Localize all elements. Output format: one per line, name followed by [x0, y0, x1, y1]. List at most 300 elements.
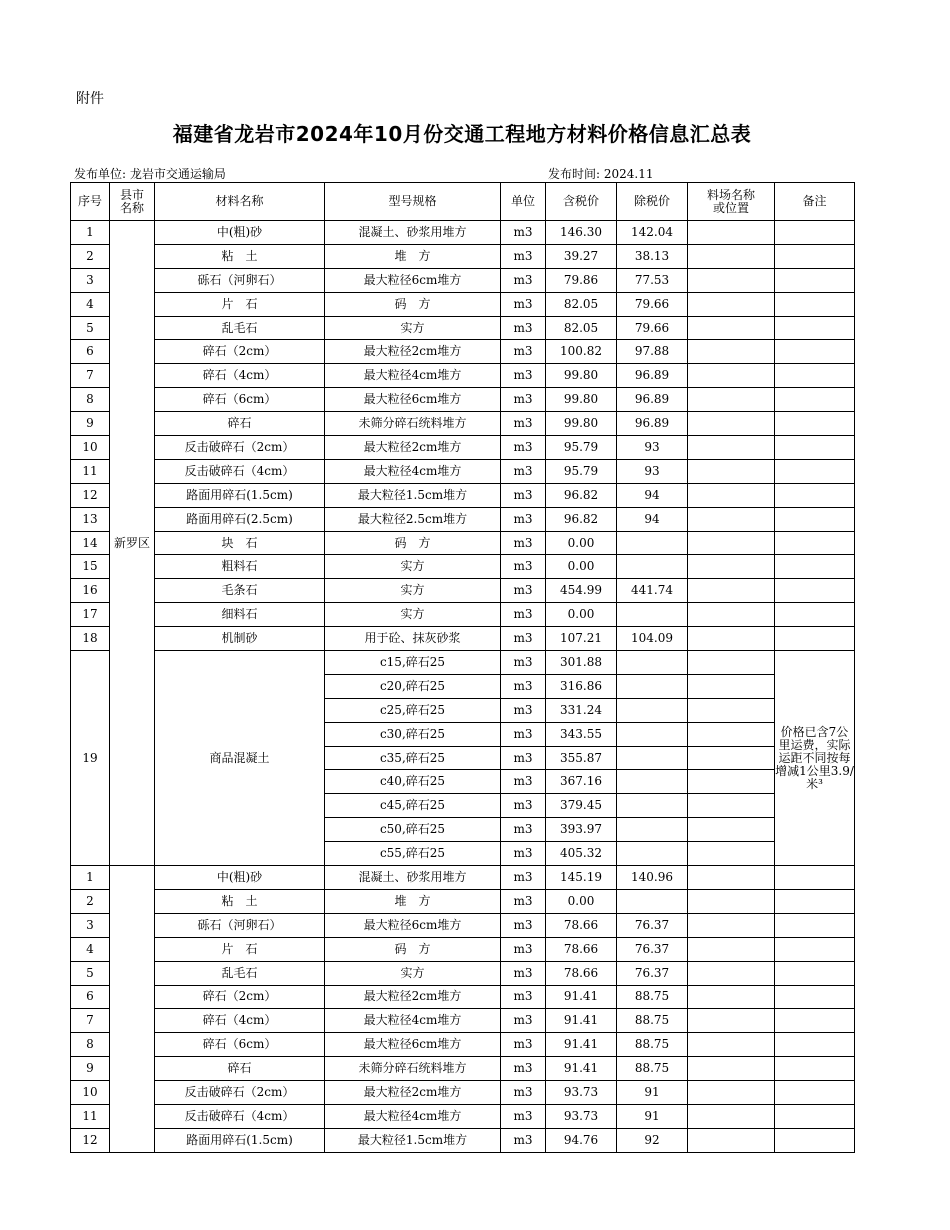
cell-spec: 最大粒径6cm堆方 [325, 1033, 501, 1057]
cell-spec: 最大粒径4cm堆方 [325, 1104, 501, 1128]
header-tax-inclusive: 含税价 [546, 183, 617, 221]
cell-unit: m3 [501, 866, 546, 890]
cell-tax-inclusive: 367.16 [546, 770, 617, 794]
cell-spec: 最大粒径1.5cm堆方 [325, 1128, 501, 1152]
cell-spec: c25,碎石25 [325, 698, 501, 722]
table-row [71, 961, 855, 985]
header-unit: 单位 [501, 183, 546, 221]
cell-location [688, 818, 775, 842]
table-row [71, 1104, 855, 1128]
cell-tax-inclusive: 78.66 [546, 913, 617, 937]
cell-location [688, 316, 775, 340]
cell-no: 11 [71, 459, 110, 483]
cell-tax-inclusive: 405.32 [546, 842, 617, 866]
cell-tax-exclusive: 97.88 [617, 340, 688, 364]
cell-note [775, 961, 855, 985]
cell-material-name: 中(粗)砂 [155, 221, 325, 245]
cell-tax-exclusive: 91 [617, 1081, 688, 1105]
table-row [71, 531, 855, 555]
cell-location [688, 913, 775, 937]
cell-material-name: 反击破碎石（2cm） [155, 436, 325, 460]
cell-material-name: 砾石（河卵石） [155, 268, 325, 292]
cell-spec: 最大粒径2cm堆方 [325, 340, 501, 364]
price-table [70, 182, 855, 1153]
cell-note [775, 913, 855, 937]
cell-tax-inclusive: 379.45 [546, 794, 617, 818]
cell-material-name: 反击破碎石（4cm） [155, 1104, 325, 1128]
header-location-text: 料场名称 或位置 [706, 187, 755, 215]
cell-tax-inclusive: 393.97 [546, 818, 617, 842]
cell-no: 9 [71, 412, 110, 436]
cell-note [775, 268, 855, 292]
cell-unit: m3 [501, 913, 546, 937]
cell-note [775, 221, 855, 245]
cell-spec: 未筛分碎石统料堆方 [325, 1057, 501, 1081]
table-row [71, 1057, 855, 1081]
cell-location [688, 985, 775, 1009]
cell-tax-inclusive: 454.99 [546, 579, 617, 603]
cell-location [688, 459, 775, 483]
cell-tax-inclusive: 99.80 [546, 412, 617, 436]
publisher-label: 发布单位: 龙岩市交通运输局 [74, 167, 226, 181]
cell-tax-exclusive: 88.75 [617, 1057, 688, 1081]
table-row [71, 292, 855, 316]
cell-note [775, 1104, 855, 1128]
cell-tax-exclusive: 76.37 [617, 937, 688, 961]
cell-unit: m3 [501, 436, 546, 460]
cell-spec: 混凝土、砂浆用堆方 [325, 221, 501, 245]
cell-location [688, 1033, 775, 1057]
cell-note [775, 1128, 855, 1152]
table-row [71, 889, 855, 913]
cell-material-name: 机制砂 [155, 627, 325, 651]
cell-unit: m3 [501, 1104, 546, 1128]
cell-tax-exclusive: 92 [617, 1128, 688, 1152]
cell-unit: m3 [501, 674, 546, 698]
cell-tax-exclusive: 441.74 [617, 579, 688, 603]
cell-location [688, 937, 775, 961]
cell-spec: 最大粒径2cm堆方 [325, 436, 501, 460]
cell-unit: m3 [501, 364, 546, 388]
cell-tax-inclusive: 91.41 [546, 1009, 617, 1033]
cell-location [688, 1057, 775, 1081]
cell-spec: 最大粒径2.5cm堆方 [325, 507, 501, 531]
table-row [71, 340, 855, 364]
cell-spec: c35,碎石25 [325, 746, 501, 770]
cell-material-name: 碎石 [155, 1057, 325, 1081]
cell-material-name: 中(粗)砂 [155, 866, 325, 890]
cell-location [688, 555, 775, 579]
cell-spec: 最大粒径4cm堆方 [325, 364, 501, 388]
cell-location [688, 507, 775, 531]
cell-unit: m3 [501, 698, 546, 722]
cell-location [688, 1081, 775, 1105]
table-row [71, 1128, 855, 1152]
cell-spec: c50,碎石25 [325, 818, 501, 842]
cell-material-name: 砾石（河卵石） [155, 913, 325, 937]
cell-tax-inclusive: 79.86 [546, 268, 617, 292]
cell-tax-inclusive: 39.27 [546, 244, 617, 268]
cell-no: 15 [71, 555, 110, 579]
table-row [71, 507, 855, 531]
cell-tax-inclusive: 93.73 [546, 1081, 617, 1105]
cell-spec: 实方 [325, 555, 501, 579]
cell-unit: m3 [501, 1009, 546, 1033]
cell-location [688, 961, 775, 985]
cell-location [688, 436, 775, 460]
cell-no: 3 [71, 268, 110, 292]
cell-spec: 用于砼、抹灰砂浆 [325, 627, 501, 651]
cell-tax-exclusive: 79.66 [617, 316, 688, 340]
cell-tax-inclusive: 145.19 [546, 866, 617, 890]
cell-material-name: 粘 土 [155, 889, 325, 913]
cell-location [688, 1009, 775, 1033]
cell-spec: c55,碎石25 [325, 842, 501, 866]
cell-unit: m3 [501, 268, 546, 292]
header-tax-exclusive: 除税价 [617, 183, 688, 221]
cell-no: 6 [71, 340, 110, 364]
cell-spec: 最大粒径4cm堆方 [325, 459, 501, 483]
cell-tax-exclusive: 104.09 [617, 627, 688, 651]
cell-tax-inclusive: 331.24 [546, 698, 617, 722]
cell-spec: 实方 [325, 603, 501, 627]
cell-tax-inclusive: 107.21 [546, 627, 617, 651]
cell-unit: m3 [501, 531, 546, 555]
cell-no: 7 [71, 1009, 110, 1033]
cell-location [688, 722, 775, 746]
cell-note [775, 866, 855, 890]
cell-location [688, 603, 775, 627]
cell-unit: m3 [501, 889, 546, 913]
table-row [71, 364, 855, 388]
cell-spec: 实方 [325, 579, 501, 603]
cell-note [775, 555, 855, 579]
cell-note [775, 292, 855, 316]
cell-spec: c40,碎石25 [325, 770, 501, 794]
cell-spec: 最大粒径1.5cm堆方 [325, 483, 501, 507]
cell-material-name: 碎石（2cm） [155, 985, 325, 1009]
cell-material-name: 碎石（6cm） [155, 1033, 325, 1057]
cell-location [688, 794, 775, 818]
cell-tax-exclusive [617, 770, 688, 794]
cell-material-name: 毛条石 [155, 579, 325, 603]
cell-note [775, 244, 855, 268]
cell-tax-exclusive: 76.37 [617, 961, 688, 985]
cell-no: 1 [71, 866, 110, 890]
cell-no: 11 [71, 1104, 110, 1128]
cell-unit: m3 [501, 937, 546, 961]
cell-material-name: 碎石（2cm） [155, 340, 325, 364]
cell-tax-exclusive: 140.96 [617, 866, 688, 890]
cell-note [775, 483, 855, 507]
cell-unit: m3 [501, 507, 546, 531]
cell-note [775, 388, 855, 412]
cell-tax-exclusive: 93 [617, 459, 688, 483]
cell-location [688, 842, 775, 866]
cell-tax-inclusive: 355.87 [546, 746, 617, 770]
cell-tax-exclusive: 88.75 [617, 985, 688, 1009]
cell-tax-inclusive: 95.79 [546, 436, 617, 460]
cell-tax-inclusive: 95.79 [546, 459, 617, 483]
table-row [71, 483, 855, 507]
cell-tax-inclusive: 100.82 [546, 340, 617, 364]
cell-spec: 混凝土、砂浆用堆方 [325, 866, 501, 890]
cell-spec: 最大粒径6cm堆方 [325, 268, 501, 292]
cell-unit: m3 [501, 794, 546, 818]
table-row [71, 1081, 855, 1105]
cell-spec: 实方 [325, 961, 501, 985]
cell-note [775, 459, 855, 483]
table-row [71, 388, 855, 412]
page-title: 福建省龙岩市2024年10月份交通工程地方材料价格信息汇总表 [172, 122, 752, 146]
cell-note [775, 316, 855, 340]
cell-no: 2 [71, 244, 110, 268]
header-note: 备注 [775, 183, 855, 221]
cell-spec: 最大粒径6cm堆方 [325, 388, 501, 412]
cell-no: 13 [71, 507, 110, 531]
cell-county [110, 866, 155, 1153]
cell-tax-inclusive: 91.41 [546, 985, 617, 1009]
cell-location [688, 340, 775, 364]
cell-note [775, 937, 855, 961]
cell-no: 10 [71, 1081, 110, 1105]
cell-material-name: 路面用碎石(1.5cm) [155, 483, 325, 507]
cell-location [688, 866, 775, 890]
cell-tax-inclusive: 91.41 [546, 1033, 617, 1057]
cell-note [775, 1057, 855, 1081]
cell-unit: m3 [501, 340, 546, 364]
cell-note [775, 889, 855, 913]
cell-material-name: 块 石 [155, 531, 325, 555]
table-body [71, 221, 855, 1153]
cell-spec: 实方 [325, 316, 501, 340]
cell-tax-inclusive: 316.86 [546, 674, 617, 698]
cell-note [775, 627, 855, 651]
cell-no: 3 [71, 913, 110, 937]
cell-tax-inclusive: 0.00 [546, 603, 617, 627]
cell-tax-exclusive: 142.04 [617, 221, 688, 245]
cell-location [688, 698, 775, 722]
cell-material-name: 路面用碎石(1.5cm) [155, 1128, 325, 1152]
cell-spec: 码 方 [325, 292, 501, 316]
cell-tax-inclusive: 94.76 [546, 1128, 617, 1152]
cell-note [775, 531, 855, 555]
cell-unit: m3 [501, 244, 546, 268]
cell-tax-exclusive: 79.66 [617, 292, 688, 316]
cell-tax-inclusive: 96.82 [546, 507, 617, 531]
cell-tax-exclusive: 96.89 [617, 412, 688, 436]
cell-unit: m3 [501, 459, 546, 483]
cell-unit: m3 [501, 388, 546, 412]
cell-no: 18 [71, 627, 110, 651]
cell-location [688, 388, 775, 412]
cell-unit: m3 [501, 292, 546, 316]
cell-tax-exclusive: 96.89 [617, 388, 688, 412]
table-row [71, 268, 855, 292]
cell-tax-inclusive: 343.55 [546, 722, 617, 746]
cell-spec: 堆 方 [325, 889, 501, 913]
cell-no: 10 [71, 436, 110, 460]
cell-tax-inclusive: 82.05 [546, 316, 617, 340]
cell-no: 5 [71, 961, 110, 985]
cell-location [688, 412, 775, 436]
header-county-text: 县市 名称 [119, 187, 144, 215]
cell-unit: m3 [501, 412, 546, 436]
cell-location [688, 770, 775, 794]
cell-location [688, 579, 775, 603]
cell-tax-exclusive [617, 674, 688, 698]
cell-no: 4 [71, 292, 110, 316]
table-row [71, 937, 855, 961]
cell-unit: m3 [501, 722, 546, 746]
cell-unit: m3 [501, 603, 546, 627]
cell-tax-exclusive: 88.75 [617, 1009, 688, 1033]
header-no: 序号 [71, 183, 110, 221]
cell-spec: c45,碎石25 [325, 794, 501, 818]
cell-no: 14 [71, 531, 110, 555]
cell-unit: m3 [501, 1128, 546, 1152]
cell-location [688, 1104, 775, 1128]
cell-no: 12 [71, 1128, 110, 1152]
cell-spec: c15,碎石25 [325, 651, 501, 675]
cell-unit: m3 [501, 483, 546, 507]
cell-unit: m3 [501, 1081, 546, 1105]
cell-spec: 堆 方 [325, 244, 501, 268]
cell-tax-exclusive [617, 651, 688, 675]
cell-spec: c30,碎石25 [325, 722, 501, 746]
cell-location [688, 483, 775, 507]
header-material-name: 材料名称 [155, 183, 325, 221]
cell-unit: m3 [501, 316, 546, 340]
table-row [71, 436, 855, 460]
table-row [71, 316, 855, 340]
cell-note [775, 985, 855, 1009]
cell-material-name: 反击破碎石（2cm） [155, 1081, 325, 1105]
cell-spec: 最大粒径2cm堆方 [325, 1081, 501, 1105]
cell-note [775, 579, 855, 603]
table-row [71, 459, 855, 483]
cell-note [775, 340, 855, 364]
cell-unit: m3 [501, 579, 546, 603]
cell-tax-inclusive: 82.05 [546, 292, 617, 316]
cell-unit: m3 [501, 746, 546, 770]
cell-tax-exclusive: 94 [617, 483, 688, 507]
cell-unit: m3 [501, 1033, 546, 1057]
cell-material-name: 乱毛石 [155, 961, 325, 985]
cell-tax-exclusive [617, 746, 688, 770]
cell-location [688, 292, 775, 316]
table-row [71, 555, 855, 579]
attachment-label: 附件 [76, 91, 104, 107]
cell-note [775, 436, 855, 460]
cell-unit: m3 [501, 818, 546, 842]
table-row [71, 603, 855, 627]
table-row [71, 1009, 855, 1033]
cell-tax-exclusive: 88.75 [617, 1033, 688, 1057]
cell-spec: 最大粒径6cm堆方 [325, 913, 501, 937]
cell-material-name: 碎石（6cm） [155, 388, 325, 412]
cell-no: 6 [71, 985, 110, 1009]
cell-tax-inclusive: 96.82 [546, 483, 617, 507]
cell-location [688, 889, 775, 913]
cell-spec: 最大粒径4cm堆方 [325, 1009, 501, 1033]
header-spec: 型号规格 [325, 183, 501, 221]
cell-tax-exclusive: 38.13 [617, 244, 688, 268]
cell-no: 9 [71, 1057, 110, 1081]
cell-spec: 码 方 [325, 937, 501, 961]
cell-tax-exclusive: 91 [617, 1104, 688, 1128]
header-location [688, 183, 775, 221]
cell-tax-exclusive: 94 [617, 507, 688, 531]
cell-material-name: 片 石 [155, 292, 325, 316]
table-row [71, 412, 855, 436]
cell-location [688, 531, 775, 555]
cell-material-name: 片 石 [155, 937, 325, 961]
cell-material-name: 碎石（4cm） [155, 364, 325, 388]
cell-tax-inclusive: 0.00 [546, 889, 617, 913]
cell-tax-exclusive [617, 889, 688, 913]
cell-material-name: 粘 土 [155, 244, 325, 268]
cell-material-name: 商品混凝土 [155, 651, 325, 866]
cell-tax-exclusive [617, 794, 688, 818]
cell-location [688, 244, 775, 268]
table-row [71, 221, 855, 245]
cell-material-name: 细料石 [155, 603, 325, 627]
table-header-row [71, 183, 855, 221]
cell-location [688, 627, 775, 651]
cell-note [775, 1081, 855, 1105]
cell-material-name: 乱毛石 [155, 316, 325, 340]
cell-unit: m3 [501, 651, 546, 675]
cell-no: 8 [71, 1033, 110, 1057]
cell-location [688, 674, 775, 698]
cell-unit: m3 [501, 1057, 546, 1081]
cell-material-name: 路面用碎石(2.5cm) [155, 507, 325, 531]
cell-no: 2 [71, 889, 110, 913]
cell-spec: 未筛分碎石统料堆方 [325, 412, 501, 436]
table-row [71, 1033, 855, 1057]
cell-spec: 最大粒径2cm堆方 [325, 985, 501, 1009]
cell-material-name: 反击破碎石（4cm） [155, 459, 325, 483]
cell-unit: m3 [501, 770, 546, 794]
cell-tax-inclusive: 0.00 [546, 531, 617, 555]
cell-unit: m3 [501, 221, 546, 245]
cell-unit: m3 [501, 842, 546, 866]
table-row [71, 651, 855, 675]
cell-tax-exclusive [617, 842, 688, 866]
publish-time-label: 发布时间: 2024.11 [548, 167, 654, 181]
cell-note-concrete: 价格已含7公里运费，实际运距不同按每增减1公里3.9/米³ [775, 651, 855, 866]
table-row [71, 985, 855, 1009]
cell-tax-exclusive: 76.37 [617, 913, 688, 937]
table-row [71, 579, 855, 603]
table-row [71, 913, 855, 937]
cell-unit: m3 [501, 985, 546, 1009]
cell-no: 12 [71, 483, 110, 507]
cell-unit: m3 [501, 961, 546, 985]
cell-tax-inclusive: 93.73 [546, 1104, 617, 1128]
cell-location [688, 1128, 775, 1152]
cell-tax-inclusive: 78.66 [546, 961, 617, 985]
cell-note [775, 507, 855, 531]
cell-note [775, 412, 855, 436]
cell-material-name: 粗料石 [155, 555, 325, 579]
cell-location [688, 268, 775, 292]
cell-tax-exclusive: 93 [617, 436, 688, 460]
cell-spec: c20,碎石25 [325, 674, 501, 698]
cell-location [688, 221, 775, 245]
cell-no: 19 [71, 651, 110, 866]
